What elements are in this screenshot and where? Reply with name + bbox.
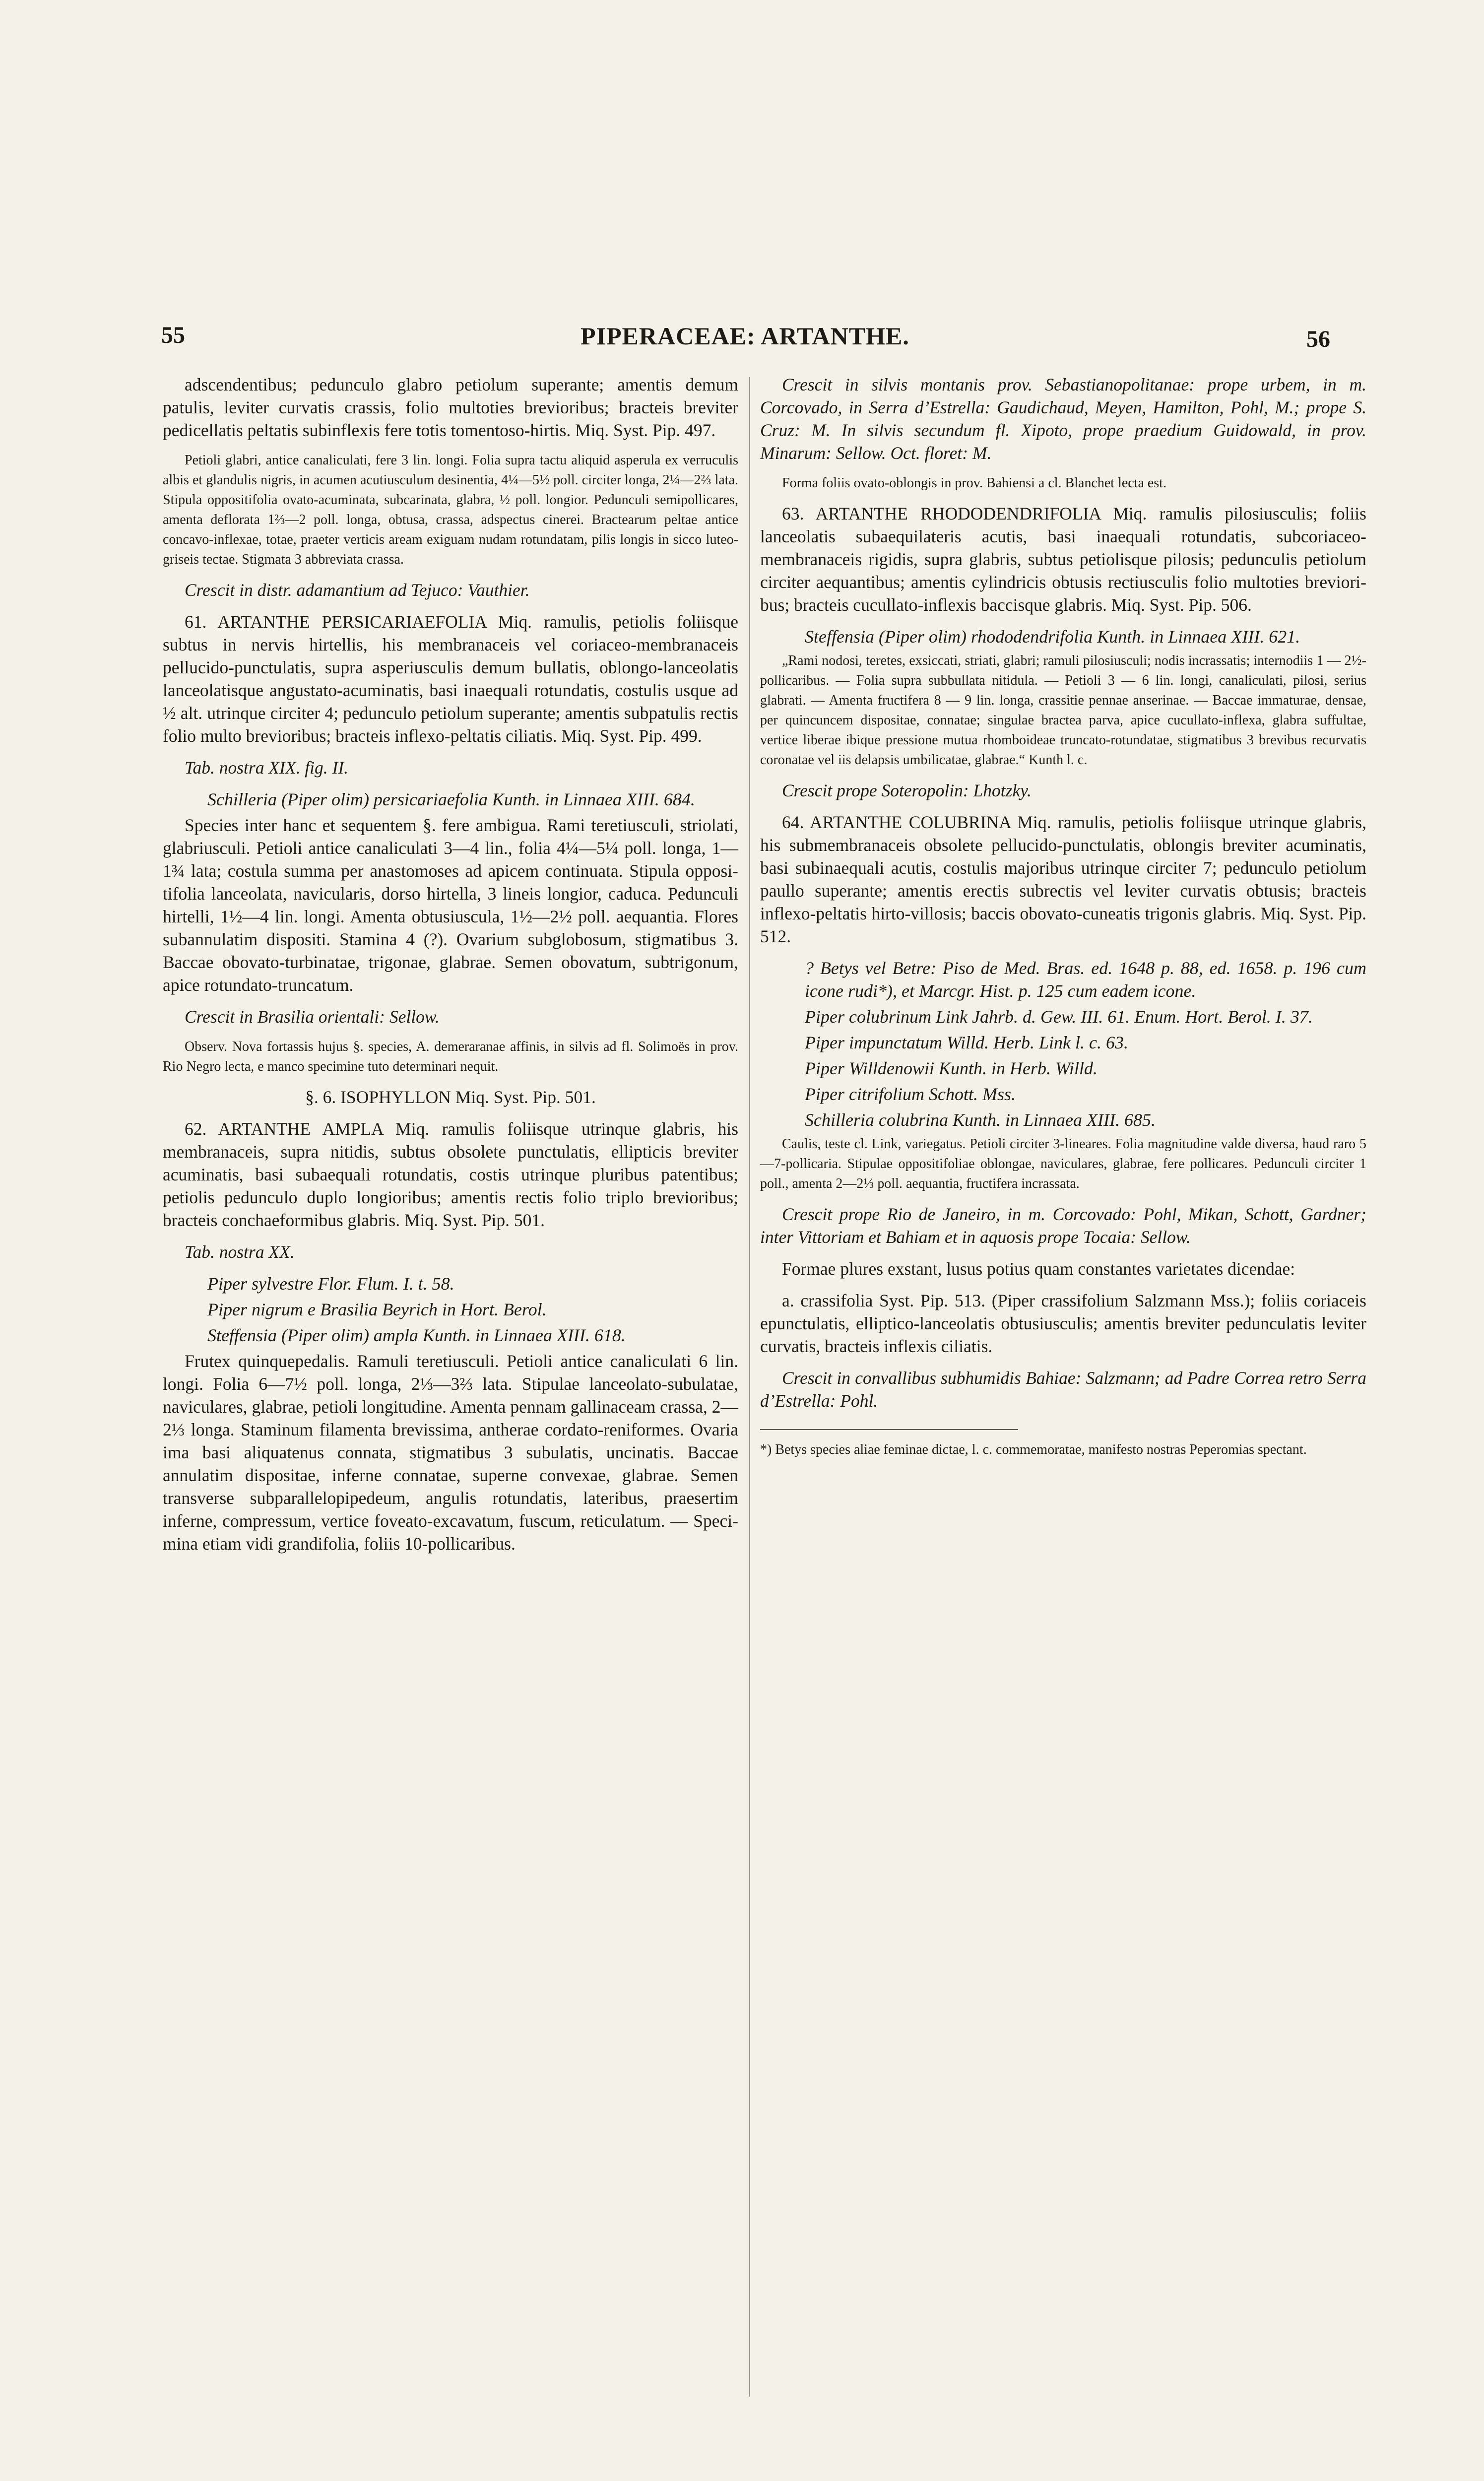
left-paragraph: Crescit in distr. adamantium ad Tejuco: Vauthier. [185,580,530,600]
left-paragraph: Species inter hanc et sequentem §. fere ambigua. Rami teretiusculi, striolati, glabriusculi. Petioli antice canaliculati 3—4 lin., folia 4¼—5¼ poll. longa, 1—1¾ lata; costula summa per anastomoses ad apicem continuata. Stipula oppositifolia lanceolata, navicularis, dorso hirtella, 3 lineis longior, caduca. Pedunculi hirtelli, 1½—4 lin. longi. Amenta obtusiuscula, 1½—2½ poll. aequantia. Flores subannulatim dispositi. Stamina 4 (?). Ovarium subglobosum, stigmatibus 3. Baccae obovato-turbinatae, trigonae, glabrae. Semen obovatum, subtrigonum, apice rotundato-truncatum. [163,815,738,995]
right-paragraph: Piper Willdenowii Kunth. in Herb. Willd. [805,1058,1097,1078]
running-header [0,322,1484,361]
column-rule [749,377,750,2397]
left-column [163,373,738,1564]
right-paragraph: 63. ARTANTHE RHODODENDRIFOLIA Miq. ramulis pilosiusculis; foliis lanceolatis subaequilateris acutis, basi inaequali rotundatis, subcoriaceo-membranaceis rigidis, supra glabris, subtus petiolisque pilosis; pedunculis petiolum circiter aequantibus; amentis cylindricis obtusis rectiusculis folio multoties brevioribus; bracteis cucullato-inflexis baccisque glabris. Miq. Syst. Pip. 506. [760,504,1366,615]
left-paragraph: Tab. nostra XIX. fig. II. [185,758,349,778]
left-paragraph: Steffensia (Piper olim) ampla Kunth. in Linnaea XIII. 618. [207,1325,626,1345]
right-paragraph: „Rami nodosi, teretes, exsiccati, striati, glabri; ramuli pilosiusculi; nodis incrassatis; internodiis 1 — 2½-pollicaribus. — Folia supra subbullata nitidula. — Petioli 3 — 6 lin. longi, canaliculati, pilosi, serius glabrati. — Amenta fructifera 8 — 9 lin. longa, crassitie pennae anserinae. — Baccae immaturae, densae, per quincuncem dispositae, connatae; singulae bractea parva, apice cucullato-inflexa, glabra suffultae, vertice liberae ibique pressione mutua rhomboideae truncato-rotundatae, stigmatibus 3 brevibus recurvatis coronatae vel iis delapsis umbilicatae, glabrae.“ Kunth l. c. [760,653,1366,768]
footnote: *) Betys species aliae feminae dictae, l. c. commemoratae, manifesto nostras Peperomias spectant. [760,1442,1307,1457]
running-title: PIPERACEAE: ARTANTHE. [581,322,909,350]
right-paragraph: Schilleria colubrina Kunth. in Linnaea XIII. 685. [805,1110,1156,1130]
right-paragraph: Crescit prope Soteropolin: Lhotzky. [782,781,1032,800]
right-paragraph: Piper impunctatum Willd. Herb. Link l. c. 63. [805,1033,1128,1052]
page-number-left: 55 [161,322,185,348]
right-paragraph: Piper citrifolium Schott. Mss. [805,1084,1016,1104]
left-paragraph: Tab. nostra XX. [185,1242,295,1262]
right-paragraph: Crescit prope Rio de Janeiro, in m. Corcovado: Pohl, Mikan, Schott, Gardner; inter Vittoriam et Bahiam et in aquosis prope Tocaia: Sellow. [760,1204,1366,1247]
left-paragraph: Frutex quinquepedalis. Ramuli teretiusculi. Petioli antice canaliculati 6 lin. longi. Folia 6—7½ poll. longa, 2⅓—3⅔ lata. Stipulae lanceolato-subulatae, naviculares, glabrae, petioli longitudine. Amenta pennam gallinaceam crassa, 2—2⅓ longa. Staminum filamenta brevissima, antherae cordato-reniformes. Ovaria ima basi aliquatenus connata, stigmatibus 3 subulatis, uncinatis. Baccae annulatim dispositae, inferne connatae, superne convexae, glabrae. Semen transverse subparallelopipedeum, angulis rotundatis, lateribus, praesertim inferne, compressum, vertice foveato-excavatum, fuscum, reticulatum. — Specimina etiam vidi grandifolia, foliis 10-pollicaribus. [163,1351,738,1554]
left-paragraph: Petioli glabri, antice canaliculati, fere 3 lin. longi. Folia supra tactu aliquid asperula ex verruculis albis et glandulis nigris, in acumen acutiusculum desinentia, 4¼—5½ poll. circiter longa, 2¼—2⅔ lata. Stipula oppositifolia ovato-acuminata, subcarinata, glabra, ½ poll. longior. Pedunculi semipollicares, amenta deflorata 1⅔—2 poll. longa, obtusa, crassa, adspectus cinerei. Bractearum peltae antice concavo-inflexae, totae, praeter verticis aream exiguam nudam rotundatam, pilis longis in sicco luteo-griseis tectae. Stigmata 3 abbreviata crassa. [163,453,738,567]
right-paragraph: Crescit in silvis montanis prov. Sebastianopolitanae: prope urbem, in m. Corcovado, in Serra d’Estrella: Gaudichaud, Meyen, Hamilton, Pohl, M.; prope S. Cruz: M. In silvis secundum fl. Xipoto, prope praedium Guidowald, in prov. Minarum: Sellow. Oct. floret: M. [760,375,1366,463]
right-paragraph: Steffensia (Piper olim) rhododendrifolia Kunth. in Linnaea XIII. 621. [805,627,1300,647]
left-paragraph: Crescit in Brasilia orientali: Sellow. [185,1007,440,1027]
right-paragraph: ? Betys vel Betre: Piso de Med. Bras. ed. 1648 p. 88, ed. 1658. p. 196 cum icone rudi*), et Marcgr. Hist. p. 125 cum eadem icone. [805,958,1366,1001]
right-paragraph: Piper colubrinum Link Jahrb. d. Gew. III. 61. Enum. Hort. Berol. I. 37. [805,1007,1313,1027]
right-paragraph: Forma foliis ovato-oblongis in prov. Bahiensi a cl. Blanchet lecta est. [782,475,1167,491]
left-paragraph: Piper nigrum e Brasilia Beyrich in Hort. Berol. [207,1300,547,1319]
right-paragraph: 64. ARTANTHE COLUBRINA Miq. ramulis, petiolis foliisque utrinque glabris, his submembranaceis obsolete pellucido-punctulatis, oblongis breviter acuminatis, basi subinaequali acutis, costulis majoribus utrinque circiter 7; pedunculo petiolum paullo superante; amentis erectis subrectis vel leviter curvatis obtusis; bracteis inflexo-peltatis hirto-villosis; baccis obovato-cuneatis trigonis glabris. Miq. Syst. Pip. 512. [760,812,1366,946]
right-paragraph: Formae plures exstant, lusus potius quam constantes varietates dicendae: [782,1259,1295,1279]
right-paragraph: a. crassifolia Syst. Pip. 513. (Piper crassifolium Salzmann Mss.); foliis coriaceis epunctulatis, elliptico-lanceolatis obtusiusculis; amentis breviter pedunculatis leviter curvatis, bracteis inflexis ciliatis. [760,1291,1366,1356]
left-paragraph: adscendentibus; pedunculo glabro petiolum superante; amentis demum patulis, leviter curvatis crassis, folio multoties brevioribus; bracteis breviter pedicellatis peltatis subinflexis fere totis tomentoso-hirtis. Miq. Syst. Pip. 497. [163,375,738,440]
footnote-rule [760,1429,1018,1430]
left-paragraph: Piper sylvestre Flor. Flum. I. t. 58. [207,1274,454,1294]
right-paragraph: Crescit in convallibus subhumidis Bahiae: Salzmann; ad Padre Correa retro Serra d’Estrella: Pohl. [760,1368,1366,1411]
left-paragraph: 62. ARTANTHE AMPLA Miq. ramulis foliisque utrinque glabris, his membranaceis, supra nitidis, subtus obsolete punctulatis, ellipticis breviter acuminatis, basi subaequali rotundatis, costis utrinque pluribus patentibus; petiolis pedunculo duplo longioribus; amentis rectis folio triplo brevioribus; bracteis conchaeformibus glabris. Miq. Syst. Pip. 501. [163,1119,738,1230]
left-paragraph: 61. ARTANTHE PERSICARIAEFOLIA Miq. ramulis, petiolis foliisque subtus in nervis hirtellis, his membranaceis vel coriaceo-membranaceis pellucido-punctulatis, supra asperiusculis demum bullatis, oblongo-lanceolatis lanceolatisque angustato-acuminatis, basi inaequali rotundatis, costulis usque ad ½ alt. utrinque circiter 4; pedunculo petiolum superante; amentis subpatulis rectis folio multo brevioribus; bracteis inflexo-peltatis ciliatis. Miq. Syst. Pip. 499. [163,612,738,746]
right-column [760,373,1366,1469]
left-paragraph: Schilleria (Piper olim) persicariaefolia Kunth. in Linnaea XIII. 684. [207,789,695,809]
right-paragraph: Caulis, teste cl. Link, variegatus. Petioli circiter 3-lineares. Folia magnitudine valde diversa, haud raro 5—7-pollicaria. Stipulae oppositifoliae oblongae, naviculares, glabrae, fere pollicares. Pedunculi circiter 1 poll., amenta 2—2⅓ poll. aequantia, fructifera incrassata. [760,1136,1366,1191]
page-number-right: 56 [1306,326,1330,352]
left-paragraph: §. 6. ISOPHYLLON Miq. Syst. Pip. 501. [305,1087,596,1107]
left-paragraph: Observ. Nova fortassis hujus §. species, A. demeraranae affinis, in silvis ad fl. Solimoës in prov. Rio Negro lecta, e manco specimine tuto determinari nequit. [163,1039,738,1074]
